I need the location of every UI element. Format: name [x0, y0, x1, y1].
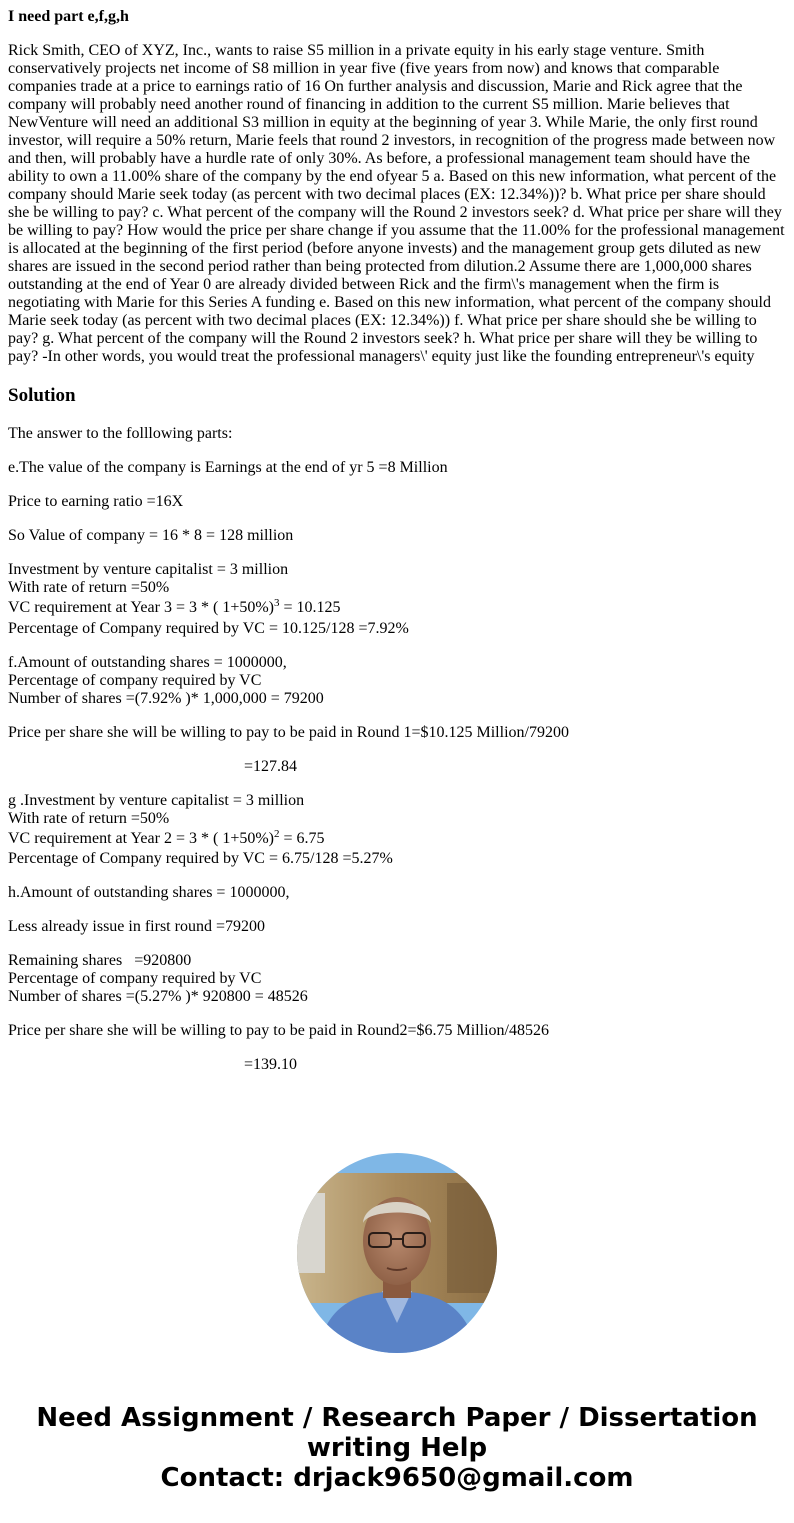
part-g-percentage: Percentage of Company required by VC = 6.75/128 =5.27%	[8, 850, 393, 867]
question-body: Rick Smith, CEO of XYZ, Inc., wants to raise S5 million in a private equity in his early stage venture. Smith conservatively projects net income of S8 million in year five (five years from now) and knows that comparable companies trade at a price to earnings ratio of 16 On further analysis and discussion, Marie and Rick agree that the company will probably need another round of financing in addition to the current S5 million. Marie believes that NewVenture will need an additional S3 million in equity at the beginning of year 3. While Marie, the only first round investor, will require a 50% return, Marie feels that round 2 investors, in recognition of the progress made between now and then, will probably have a hurdle rate of only 30%. As before, a professional management team should have the ability to own a 11.00% share of the company by the end ofyear 5 a. Based on this new information, what percent of the company should Marie seek today (as percent with two decimal places (EX: 12.34%))? b. What price per share should she be willing to pay? c. What percent of the company will the Round 2 investors seek? d. What price per share will they be willing to pay? How would the price per share change if you assume that the 11.00% for the professional management is allocated at the beginning of the first period (before anyone invests) and the management group gets diluted as new shares are issued in the second period rather than being protected from dilution.2 Assume there are 1,000,000 shares outstanding at the end of Year 0 are already divided between Rick and the firm\'s management when the firm is negotiating with Marie for this Series A funding e. Based on this new information, what percent of the company should Marie seek today (as percent with two decimal places (EX: 12.34%)) f. What price per share should she be willing to pay? g. What percent of the company will the Round 2 investors seek? h. What price per share will they be willing to pay? -In other words, you would treat the professional managers\' equity just like the founding entrepreneur\'s equity	[8, 42, 785, 365]
part-e-percentage: Percentage of Company required by VC = 10.125/128 =7.92%	[8, 620, 409, 637]
promo-line-2: writing Help	[306, 1433, 488, 1463]
part-h-price: Price per share she will be willing to pay to be paid in Round2=$6.75 Million/48526	[8, 1022, 549, 1039]
solution-heading: Solution	[8, 385, 76, 406]
author-avatar	[297, 1153, 497, 1353]
part-h-shares: Number of shares =(5.27% )* 920800 = 48526	[8, 988, 308, 1005]
part-f-shares: Number of shares =(7.92% )* 1,000,000 = 79200	[8, 690, 324, 707]
part-e-rate: With rate of return =50%	[8, 579, 170, 596]
promo-line-1: Need Assignment / Research Paper / Dissertation	[36, 1403, 758, 1433]
part-g-rate: With rate of return =50%	[8, 810, 170, 827]
part-h-percentage-label: Percentage of company required by VC	[8, 970, 262, 987]
part-h-result: =139.10	[244, 1056, 298, 1073]
part-g-investment: g .Investment by venture capitalist = 3 million	[8, 792, 305, 809]
part-e-pe-ratio: Price to earning ratio =16X	[8, 493, 184, 510]
part-f-price: Price per share she will be willing to pay to be paid in Round 1=$10.125 Million/79200	[8, 724, 569, 741]
part-h-outstanding: h.Amount of outstanding shares = 1000000,	[8, 884, 290, 901]
promo-footer	[0, 1403, 794, 1493]
part-e-vc-requirement-result: = 10.125	[279, 599, 341, 616]
part-g-vc-requirement	[8, 830, 325, 848]
author-portrait-icon	[297, 1153, 497, 1353]
part-f-percentage-label: Percentage of company required by VC	[8, 672, 262, 689]
solution-intro: The answer to the folllowing parts:	[8, 425, 233, 442]
part-e-exponent: 3	[274, 597, 280, 609]
part-g-exponent: 2	[274, 828, 280, 840]
part-g-vc-requirement-formula: VC requirement at Year 2 = 3 * ( 1+50%)	[8, 830, 274, 847]
part-h-less: Less already issue in first round =79200	[8, 918, 265, 935]
part-e-company-value: So Value of company = 16 * 8 = 128 million	[8, 527, 294, 544]
part-e-investment: Investment by venture capitalist = 3 million	[8, 561, 289, 578]
promo-contact: Contact: drjack9650@gmail.com	[160, 1463, 634, 1493]
part-e-vc-requirement-formula: VC requirement at Year 3 = 3 * ( 1+50%)	[8, 599, 274, 616]
part-h-remaining: Remaining shares =920800	[8, 952, 192, 969]
part-f-outstanding: f.Amount of outstanding shares = 1000000,	[8, 654, 287, 671]
part-f-result: =127.84	[244, 758, 298, 775]
question-title: I need part e,f,g,h	[8, 8, 129, 25]
part-e-vc-requirement	[8, 599, 341, 617]
part-g-vc-requirement-result: = 6.75	[279, 830, 325, 847]
part-e-value: e.The value of the company is Earnings at the end of yr 5 =8 Million	[8, 459, 448, 476]
